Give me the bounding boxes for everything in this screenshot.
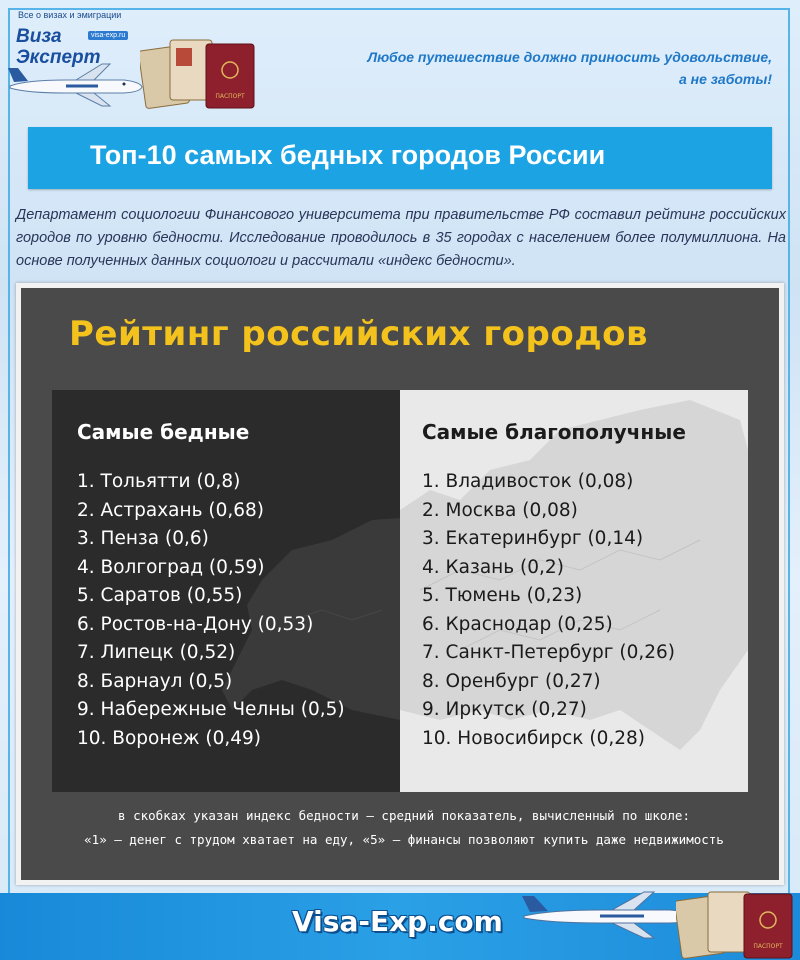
infographic-board [21, 288, 779, 880]
intro-paragraph: Департамент социологии Финансового университета при правительстве РФ составил рейтинг российских городов по уровню бедности. Исследование проводилось в 35 городах с населением более полумиллиона. На основе полученных данных социологи и рассчитали «индекс бедности». [16, 207, 786, 269]
list-item: 4. Казань (0,2) [422, 556, 564, 578]
list-item: 4. Волгоград (0,59) [77, 556, 265, 578]
list-item: 3. Екатеринбург (0,14) [422, 528, 644, 549]
passports-icon [140, 34, 258, 112]
infographic-title: Рейтинг российских городов [69, 314, 649, 354]
page-title: Топ-10 самых бедных городов России [90, 140, 606, 170]
list-item: 3. Пенза (0,6) [77, 528, 209, 549]
airplane-icon [520, 888, 700, 940]
header-small-tagline: Все о визах и эмиграции [18, 10, 122, 20]
list-item: 2. Астрахань (0,68) [77, 499, 265, 521]
prosperous-panel [400, 390, 748, 792]
list-item: 2. Москва (0,08) [422, 499, 578, 521]
header [0, 0, 800, 120]
list-item: 8. Оренбург (0,27) [422, 670, 601, 692]
list-item: 7. Санкт-Петербург (0,26) [422, 642, 676, 663]
poorest-panel [52, 390, 400, 792]
footnote-line2: «1» — денег с трудом хватает на еду, «5» — финансы позволяют купить даже недвижимость [84, 832, 724, 847]
list-item: 6. Краснодар (0,25) [422, 613, 613, 635]
list-item: 1. Тольятти (0,8) [77, 471, 241, 492]
list-item: 9. Иркутск (0,27) [422, 699, 587, 720]
logo-line2: Эксперт [16, 47, 101, 68]
infographic-footnote [59, 804, 749, 852]
logo-line1: Виза [16, 26, 62, 47]
list-item: 5. Тюмень (0,23) [422, 585, 583, 606]
footnote-line1: в скобках указан индекс бедности — средний показатель, вычисленный по школе: [118, 808, 690, 823]
passport-label: ПАСПОРТ [753, 943, 783, 950]
slogan [367, 46, 772, 90]
list-item: 9. Набережные Челны (0,5) [77, 699, 345, 720]
list-item: 10. Воронеж (0,49) [77, 727, 262, 749]
passport-label: ПАСПОРТ [215, 93, 245, 100]
slogan-line2: а не заботы! [678, 71, 772, 87]
list-item: 10. Новосибирск (0,28) [422, 727, 645, 749]
poorest-list [77, 468, 345, 753]
passports-icon [676, 886, 794, 960]
airplane-icon [6, 60, 146, 108]
list-item: 8. Барнаул (0,5) [77, 670, 233, 692]
slogan-line1: Любое путешествие должно приносить удовольствие, [367, 49, 772, 65]
list-item: 7. Липецк (0,52) [77, 642, 236, 663]
prosperous-title: Самые благополучные [422, 420, 686, 444]
list-item: 5. Саратов (0,55) [77, 585, 243, 606]
poorest-title: Самые бедные [77, 420, 250, 444]
list-item: 1. Владивосток (0,08) [422, 471, 634, 492]
prosperous-list [422, 468, 675, 753]
infographic [16, 283, 784, 885]
logo-url-badge: visa-exp.ru [88, 31, 128, 40]
page-title-bar [28, 127, 772, 189]
list-item: 6. Ростов-на-Дону (0,53) [77, 613, 314, 635]
footer-url-link[interactable]: Visa-Exp.com [292, 905, 503, 938]
